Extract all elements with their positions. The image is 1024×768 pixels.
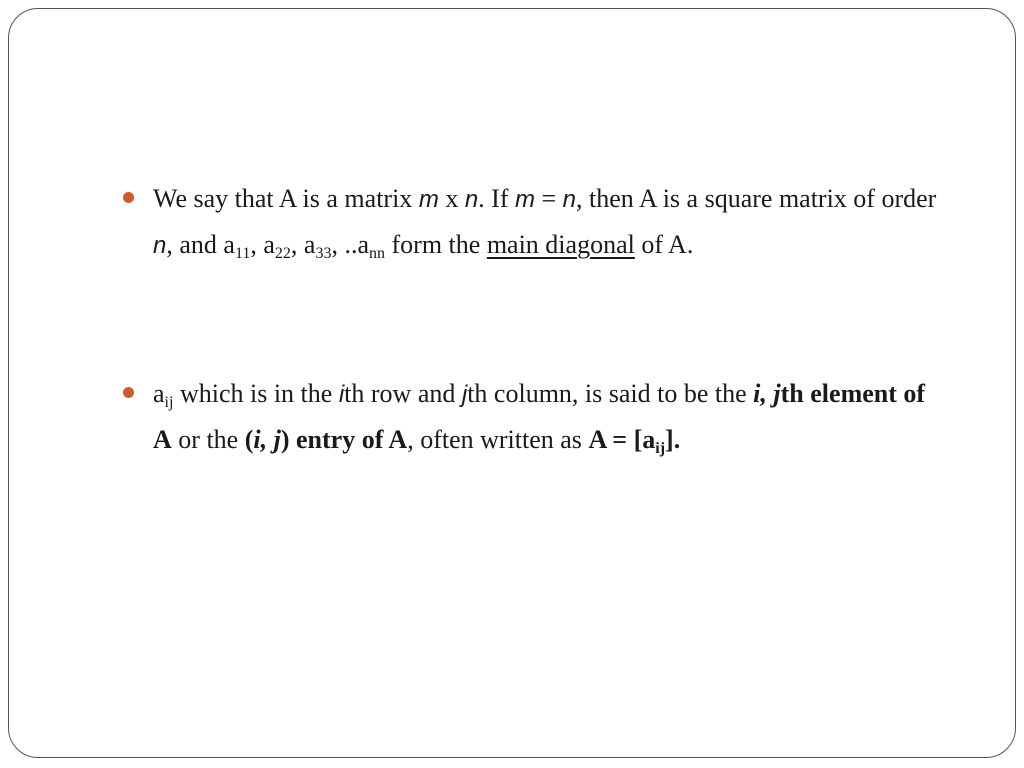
bullet-dot-icon [123, 387, 134, 398]
bold-formula: A = [a [588, 425, 656, 454]
bullet-dot-icon [123, 192, 134, 203]
text-run: form the [385, 230, 487, 259]
bold-term: ) [280, 425, 290, 454]
text-run: , ..a [331, 230, 369, 259]
slide-frame [8, 8, 1016, 758]
text-run: , often written as [407, 425, 589, 454]
text-run: th column, is said to be the [467, 379, 754, 408]
subscript: 33 [315, 245, 332, 262]
bullet-text [153, 176, 945, 268]
underlined-term: main diagonal [486, 230, 635, 259]
bold-term: ( [244, 425, 254, 454]
text-run: th row and [344, 379, 462, 408]
var-i: i [338, 381, 345, 408]
bold-term: entry of A [289, 425, 408, 454]
bold-italic-var: i, j [253, 425, 281, 454]
text-run: or the [171, 425, 245, 454]
var-n: n [562, 186, 577, 213]
text-run: , a [250, 230, 275, 259]
var-n: n [464, 186, 479, 213]
var-m: m [515, 186, 535, 213]
text-run: , a [290, 230, 316, 259]
var-n: n [153, 232, 167, 259]
text-run: of A. [634, 230, 694, 259]
text-run: , then A is a square matrix of order [576, 184, 937, 213]
subscript: ij [655, 440, 666, 457]
bullet-text [153, 371, 945, 462]
var-m: m [418, 186, 439, 213]
var-j: j [461, 381, 468, 408]
text-run: = [535, 184, 563, 213]
bold-italic-var: j [773, 379, 781, 408]
text-run: a [153, 379, 165, 408]
subscript: 22 [274, 245, 291, 262]
subscript: ij [164, 394, 174, 411]
subscript: 11 [234, 245, 251, 262]
subscript: nn [369, 245, 385, 262]
bullet-main-diagonal [125, 176, 945, 268]
bold-italic-var: i, [753, 379, 774, 408]
text-run: x [438, 184, 465, 213]
bullet-element-definition [125, 371, 945, 462]
text-run: , and a [166, 230, 235, 259]
text-run: We say that A is a matrix [153, 184, 419, 213]
text-run: . If [478, 184, 515, 213]
bold-formula: ]. [665, 425, 681, 454]
bold-term: th element of A [153, 379, 926, 454]
text-run: which is in the [173, 379, 339, 408]
